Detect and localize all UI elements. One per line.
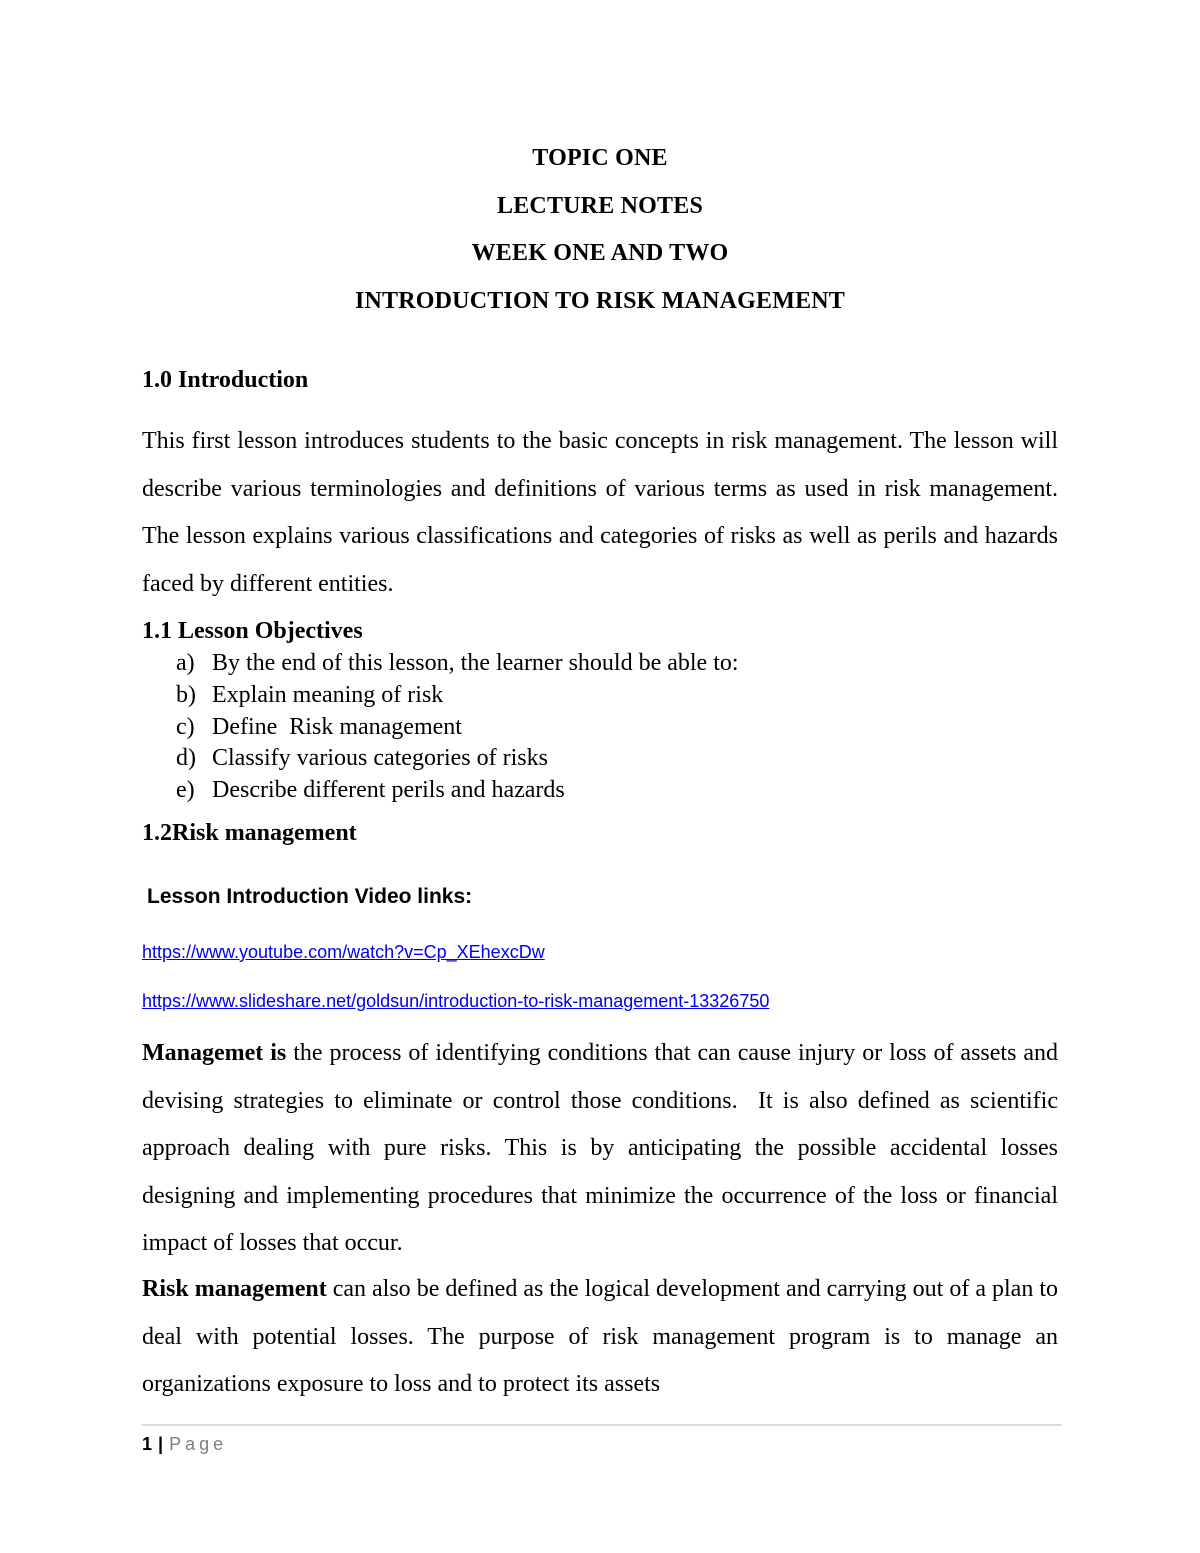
list-item	[142, 775, 739, 807]
list-item-text: Define Risk management	[212, 713, 462, 740]
footer-divider	[142, 1424, 1062, 1426]
list-item-text: Describe different perils and hazards	[212, 777, 565, 804]
list-marker: e)	[176, 777, 195, 804]
week-title: WEEK ONE AND TWO	[471, 240, 729, 266]
list-item	[142, 648, 739, 680]
management-term: Managemet is	[142, 1040, 287, 1066]
lecture-notes-title: LECTURE NOTES	[497, 193, 703, 219]
list-marker: d)	[176, 745, 196, 772]
introduction-heading: 1.0 Introduction	[142, 367, 309, 393]
page-footer	[142, 1431, 227, 1457]
slideshare-link[interactable]: https://www.slideshare.net/goldsun/introduction-to-risk-management-13326750	[142, 991, 770, 1011]
topic-title: TOPIC ONE	[532, 145, 668, 171]
list-marker: a)	[176, 650, 195, 676]
introduction-paragraph: This first lesson introduces students to the basic concepts in risk management. The lesson will describe various terminologies and definitions of various terms as used in risk management. The lesson explains various classifications and categories of risks as well as perils and hazards faced by different entities.	[142, 428, 1058, 597]
risk-management-definition-paragraph	[142, 1266, 1058, 1409]
list-item	[142, 680, 739, 712]
list-item	[142, 712, 739, 744]
management-definition-text: the process of identifying conditions that can cause injury or loss of assets and devising strategies to eliminate or control those conditions. It is also defined as scientific approach dealing with pure risks. This is by anticipating the possible accidental losses designing and implementing procedures that minimize the occurrence of the loss or financial impact of losses that occur.	[142, 1040, 1065, 1256]
list-marker: b)	[176, 681, 196, 708]
risk-management-heading: 1.2Risk management	[142, 820, 357, 846]
page-label: Page	[169, 1434, 228, 1454]
footer-separator: |	[158, 1434, 164, 1454]
list-item-text: By the end of this lesson, the learner should be able to:	[212, 650, 739, 676]
lesson-objectives-heading: 1.1 Lesson Objectives	[142, 618, 363, 644]
objectives-list	[142, 648, 739, 807]
list-item-text: Classify various categories of risks	[212, 745, 548, 772]
list-item-text: Explain meaning of risk	[212, 681, 444, 708]
list-item	[142, 743, 739, 775]
course-title: INTRODUCTION TO RISK MANAGEMENT	[354, 288, 846, 314]
risk-management-definition-text: can also be defined as the logical development and carrying out of a plan to deal with potential losses. The purpose of risk management program is to manage an organizations exposure to loss and to protect its assets	[142, 1276, 1058, 1397]
video-links-heading: Lesson Introduction Video links:	[147, 885, 473, 908]
risk-management-term: Risk management	[142, 1276, 327, 1302]
page-number: 1	[142, 1434, 153, 1454]
management-definition-paragraph	[142, 1030, 1065, 1268]
list-marker: c)	[176, 713, 195, 740]
youtube-link[interactable]: https://www.youtube.com/watch?v=Cp_XEhexcDw	[142, 942, 545, 962]
